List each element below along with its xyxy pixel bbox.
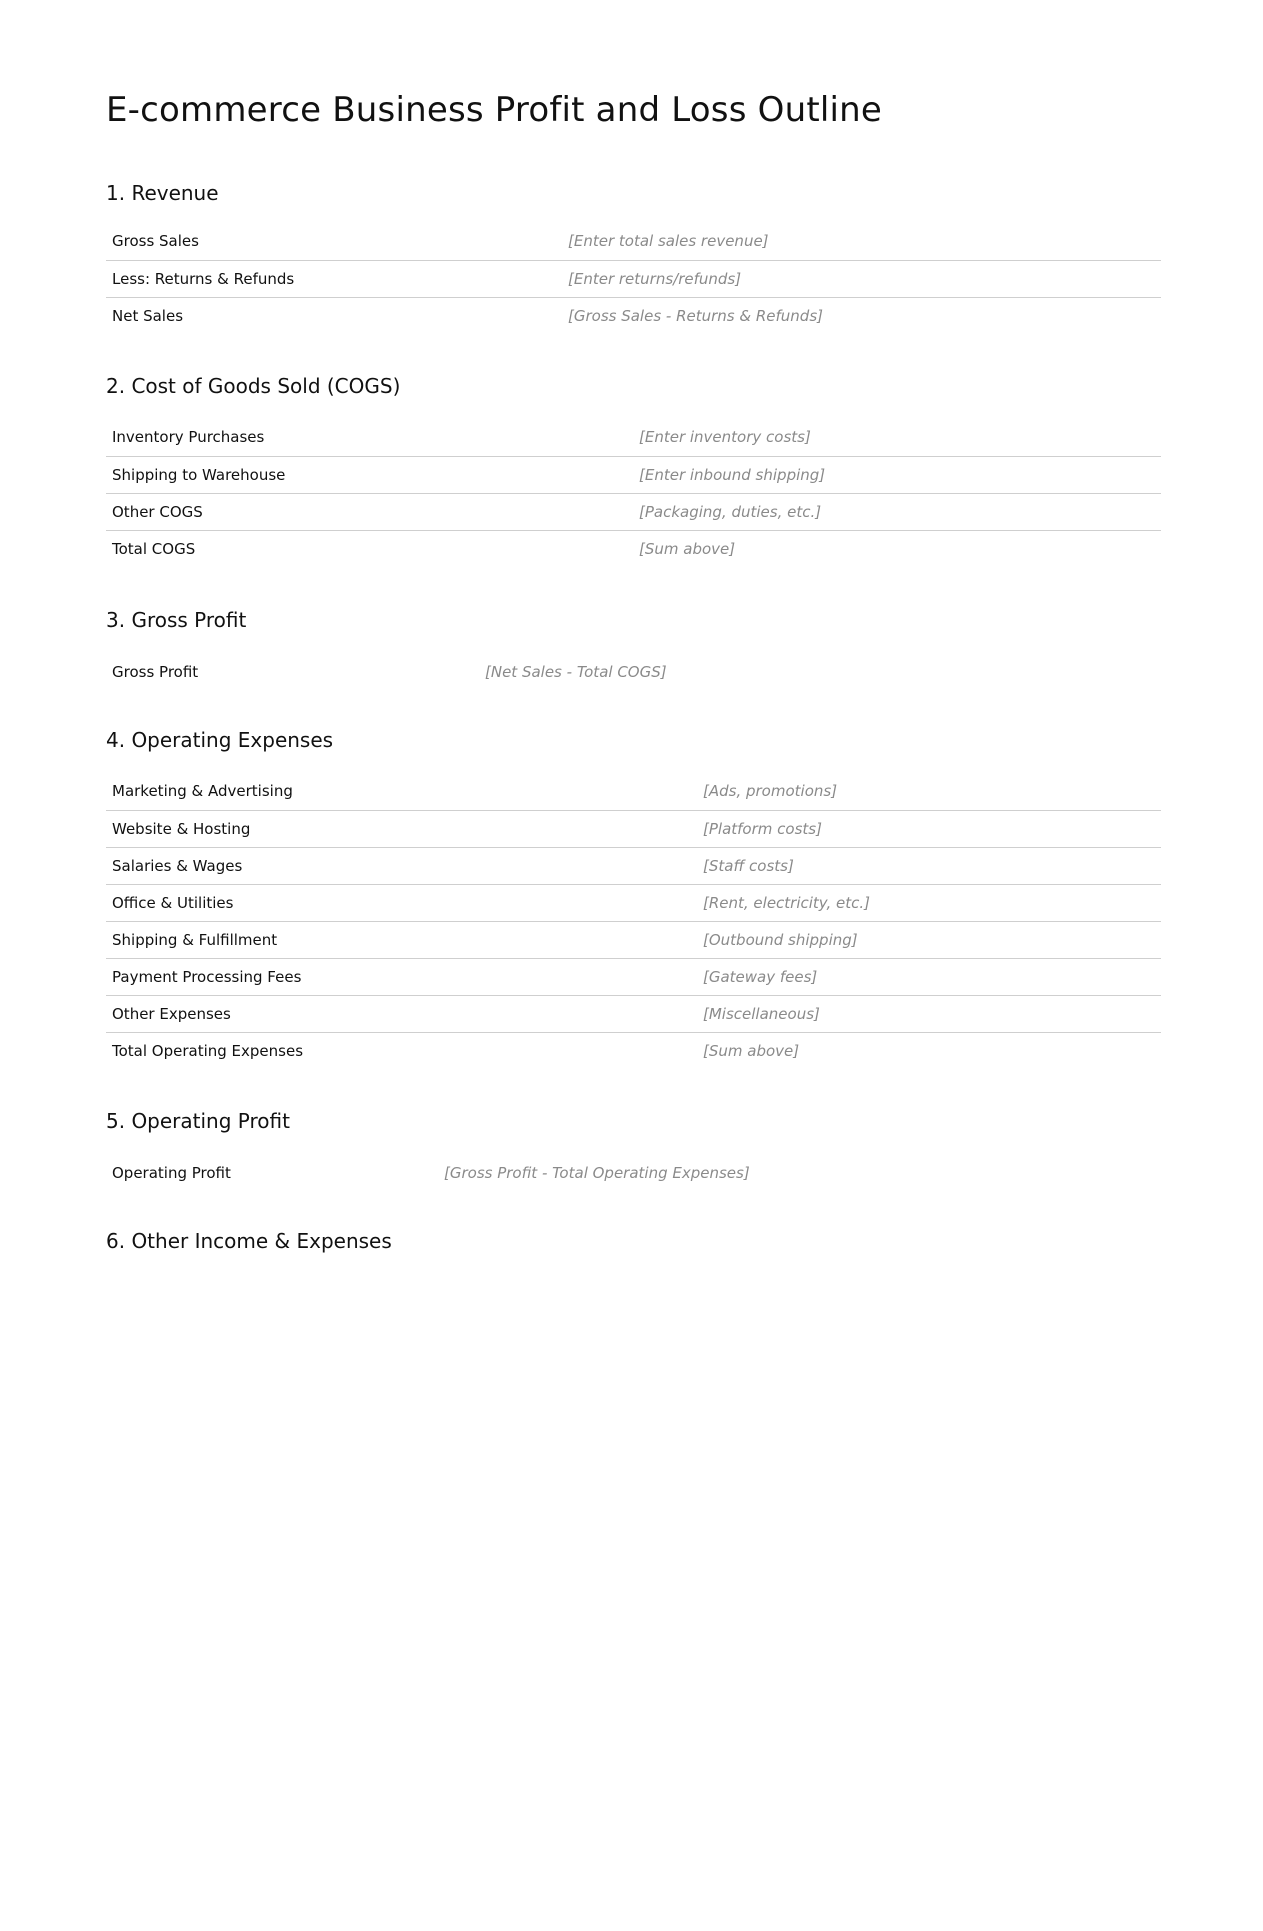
row-label: Total Operating Expenses [106, 1032, 697, 1069]
row-value-placeholder: [Outbound shipping] [697, 921, 1161, 958]
row-label: Office & Utilities [106, 884, 697, 921]
table-row [106, 530, 1161, 567]
row-value-placeholder: [Staff costs] [697, 847, 1161, 884]
table-row [106, 884, 1161, 921]
row-value-placeholder: [Miscellaneous] [697, 995, 1161, 1032]
table-row [106, 1032, 1161, 1069]
row-value-placeholder: [Net Sales - Total COGS] [485, 662, 667, 681]
row-label: Shipping to Warehouse [106, 456, 633, 493]
row-label: Marketing & Advertising [112, 782, 293, 801]
table-row [106, 921, 1161, 958]
table-row [106, 653, 1161, 690]
section-heading: 6. Other Income & Expenses [106, 1229, 392, 1253]
row-value-placeholder: [Sum above] [697, 1032, 1161, 1069]
section-gross-profit [106, 607, 1161, 690]
section-heading: 5. Operating Profit [106, 1109, 290, 1133]
row-value-placeholder: [Platform costs] [697, 810, 1161, 847]
operating-expenses-table [106, 773, 1161, 1069]
page-title: E-commerce Business Profit and Loss Outline [106, 90, 883, 130]
section-heading: 1. Revenue [106, 181, 219, 205]
row-label: Salaries & Wages [106, 847, 697, 884]
row-value-placeholder: [Gross Sales - Returns & Refunds] [562, 297, 1161, 334]
section-other-income-expenses [106, 1228, 1161, 1254]
section-operating-expenses [106, 727, 1161, 1069]
row-value-placeholder: [Gross Profit - Total Operating Expenses] [444, 1163, 750, 1182]
table-row [106, 419, 1161, 456]
table-row [106, 810, 1161, 847]
row-value-placeholder: [Enter inbound shipping] [633, 456, 1161, 493]
row-label: Less: Returns & Refunds [106, 260, 562, 297]
section-heading: 4. Operating Expenses [106, 728, 334, 752]
table-row [106, 297, 1161, 334]
row-label: Net Sales [106, 297, 562, 334]
row-label: Inventory Purchases [112, 428, 265, 447]
section-operating-profit [106, 1108, 1161, 1191]
row-label: Total COGS [106, 530, 633, 567]
row-label: Gross Sales [112, 232, 199, 251]
row-value-placeholder: [Enter total sales revenue] [568, 232, 769, 251]
row-value-placeholder: [Rent, electricity, etc.] [697, 884, 1161, 921]
revenue-table [106, 223, 1161, 334]
row-value-placeholder: [Ads, promotions] [703, 782, 838, 801]
cogs-table [106, 419, 1161, 567]
section-cogs [106, 373, 1161, 567]
row-value-placeholder: [Gateway fees] [697, 958, 1161, 995]
row-label: Shipping & Fulfillment [106, 921, 697, 958]
table-row [106, 773, 1161, 810]
row-label: Payment Processing Fees [106, 958, 697, 995]
row-label: Other Expenses [106, 995, 697, 1032]
row-label: Website & Hosting [106, 810, 697, 847]
table-row [106, 1154, 1161, 1191]
table-row [106, 995, 1161, 1032]
row-label: Other COGS [106, 493, 633, 530]
table-row [106, 223, 1161, 260]
row-label: Operating Profit [112, 1163, 231, 1182]
section-heading: 3. Gross Profit [106, 608, 247, 632]
row-value-placeholder: [Enter inventory costs] [639, 428, 811, 447]
row-value-placeholder: [Enter returns/refunds] [562, 260, 1161, 297]
section-revenue [106, 180, 1161, 334]
table-row [106, 456, 1161, 493]
table-row [106, 493, 1161, 530]
table-row [106, 847, 1161, 884]
row-value-placeholder: [Sum above] [633, 530, 1161, 567]
operating-profit-table [106, 1154, 1161, 1191]
row-value-placeholder: [Packaging, duties, etc.] [633, 493, 1161, 530]
table-row [106, 260, 1161, 297]
section-heading: 2. Cost of Goods Sold (COGS) [106, 374, 401, 398]
gross-profit-table [106, 653, 1161, 690]
table-row [106, 958, 1161, 995]
row-label: Gross Profit [112, 662, 199, 681]
